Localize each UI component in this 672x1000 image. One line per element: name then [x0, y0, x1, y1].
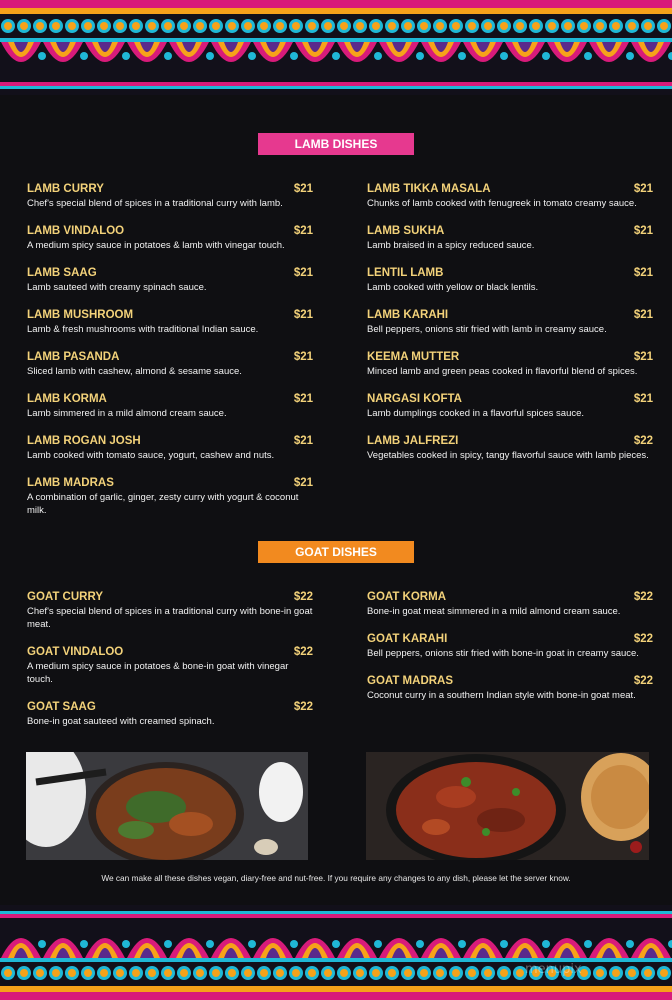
border-pattern-icon: [0, 905, 672, 1000]
menu-item: [27, 476, 313, 517]
menu-item-header: [367, 266, 653, 280]
dish-description: Bell peppers, onions stir fried with lamb in creamy sauce.: [367, 324, 607, 335]
dish-name: LAMB PASANDA: [27, 351, 120, 363]
menu-item: [27, 350, 313, 378]
dish-description: Lamb sauteed with creamy spinach sauce.: [27, 282, 207, 293]
dish-name: LENTIL LAMB: [367, 267, 444, 279]
menu-item-header: [27, 182, 313, 196]
menu-item-header: [367, 590, 653, 604]
dish-price: $21: [633, 183, 653, 195]
dish-name: GOAT SAAG: [27, 701, 96, 713]
dish-name: KEEMA MUTTER: [367, 351, 460, 363]
goat-right-column: [367, 590, 653, 716]
menu-item-header: [27, 308, 313, 322]
dish-description: Lamb & fresh mushrooms with traditional Indian sauce.: [27, 324, 259, 335]
menu-item-header: [367, 632, 653, 646]
dish-price: $22: [293, 591, 313, 603]
dish-price: $21: [293, 477, 313, 489]
dish-price: $21: [633, 225, 653, 237]
dish-name: GOAT KARAHI: [367, 633, 448, 645]
menu-item-header: [367, 674, 653, 688]
dish-name: LAMB CURRY: [27, 183, 104, 195]
menu-item: [367, 434, 653, 462]
menu-item: [367, 224, 653, 252]
menu-item: [27, 645, 313, 686]
dish-name: LAMB TIKKA MASALA: [367, 183, 491, 195]
dish-name: LAMB KORMA: [27, 393, 107, 405]
dish-name: GOAT MADRAS: [367, 675, 454, 687]
menu-item: [367, 308, 653, 336]
dish-description: Lamb braised in a spicy reduced sauce.: [367, 240, 535, 251]
menu-item-header: [27, 590, 313, 604]
dish-price: $21: [293, 309, 313, 321]
dish-description: Bone-in goat sauteed with creamed spinach.: [27, 716, 215, 727]
dish-description: Chef's special blend of spices in a traditional curry with lamb.: [27, 198, 283, 209]
menu-item-header: [367, 350, 653, 364]
top-decorative-border: [0, 0, 672, 95]
menu-item-header: [367, 308, 653, 322]
dish-name: NARGASI KOFTA: [367, 393, 462, 405]
dish-price: $21: [633, 393, 653, 405]
dish-name: GOAT CURRY: [27, 591, 104, 603]
menu-item: [367, 392, 653, 420]
dish-price: $21: [293, 225, 313, 237]
dish-description: Lamb cooked with yellow or black lentils.: [367, 282, 539, 293]
menu-item-header: [367, 224, 653, 238]
menu-item: [27, 434, 313, 462]
dish-price: $22: [633, 633, 653, 645]
dish-price: $21: [633, 351, 653, 363]
menu-item-header: [27, 350, 313, 364]
dish-name: LAMB SAAG: [27, 267, 97, 279]
menu-item: [367, 350, 653, 378]
dish-description: Bell peppers, onions stir fried with bone-in goat in creamy sauce.: [367, 648, 639, 659]
menupix-watermark: menupix: [525, 962, 582, 977]
menu-item: [27, 392, 313, 420]
dish-price: $21: [633, 267, 653, 279]
lamb-right-column: [367, 182, 653, 476]
dish-name: GOAT KORMA: [367, 591, 447, 603]
menu-item-header: [367, 434, 653, 448]
dish-name: LAMB KARAHI: [367, 309, 449, 321]
menu-item: [27, 266, 313, 294]
menu-item: [367, 182, 653, 210]
menu-item-header: [27, 645, 313, 659]
dish-description: A combination of garlic, ginger, zesty curry with yogurt & coconut milk.: [27, 492, 299, 516]
dish-description: Chef's special blend of spices in a traditional curry with bone-in goat meat.: [27, 606, 313, 630]
goat-left-column: [27, 590, 313, 742]
menu-item: [27, 308, 313, 336]
menu-item: [367, 266, 653, 294]
dish-description: Sliced lamb with cashew, almond & sesame sauce.: [27, 366, 242, 377]
lamb-section-title: LAMB DISHES: [258, 133, 414, 155]
dish-price: $21: [293, 435, 313, 447]
dish-price: $22: [633, 435, 653, 447]
border-pattern-icon: [0, 0, 672, 95]
dish-price: $22: [293, 646, 313, 658]
dish-price: $22: [293, 701, 313, 713]
dish-name: LAMB MADRAS: [27, 477, 114, 489]
menu-item-header: [27, 700, 313, 714]
menu-item: [27, 224, 313, 252]
dish-name: LAMB VINDALOO: [27, 225, 125, 237]
dish-price: $22: [633, 675, 653, 687]
menu-item: [27, 590, 313, 631]
menu-item-header: [367, 182, 653, 196]
dish-description: A medium spicy sauce in potatoes & bone-in goat with vinegar touch.: [27, 661, 289, 685]
dish-description: Lamb dumplings cooked in a flavorful spices sauce.: [367, 408, 585, 419]
dish-name: GOAT VINDALOO: [27, 646, 124, 658]
lamb-left-column: [27, 182, 313, 531]
dish-description: Vegetables cooked in spicy, tangy flavorful sauce with lamb pieces.: [367, 450, 649, 461]
dish-price: $22: [633, 591, 653, 603]
dish-description: Coconut curry in a southern Indian style with bone-in goat meat.: [367, 690, 636, 701]
menu-item: [367, 632, 653, 660]
dish-price: $21: [293, 351, 313, 363]
dish-name: LAMB MUSHROOM: [27, 309, 134, 321]
dish-description: Chunks of lamb cooked with fenugreek in tomato creamy sauce.: [367, 198, 637, 209]
dietary-note: We can make all these dishes vegan, diary-free and nut-free. If you require any changes to any dish, please let the server know.: [101, 873, 571, 883]
dish-price: $21: [293, 267, 313, 279]
dish-price: $21: [293, 183, 313, 195]
dish-name: LAMB JALFREZI: [367, 435, 459, 447]
dish-description: Minced lamb and green peas cooked in flavorful blend of spices.: [367, 366, 638, 377]
menu-item: [27, 182, 313, 210]
dish-price: $21: [293, 393, 313, 405]
dish-name: LAMB SUKHA: [367, 225, 445, 237]
menu-item-header: [367, 392, 653, 406]
dish-description: Lamb cooked with tomato sauce, yogurt, cashew and nuts.: [27, 450, 275, 461]
goat-curry-photo: [366, 752, 649, 860]
menu-item-header: [27, 434, 313, 448]
menu-item-header: [27, 476, 313, 490]
menu-item-header: [27, 266, 313, 280]
dish-description: Lamb simmered in a mild almond cream sauce.: [27, 408, 227, 419]
menu-item: [367, 590, 653, 618]
dish-description: A medium spicy sauce in potatoes & lamb with vinegar touch.: [27, 240, 285, 251]
menu-item-header: [27, 224, 313, 238]
goat-section-title: GOAT DISHES: [258, 541, 414, 563]
menu-item: [27, 700, 313, 728]
dish-price: $21: [633, 309, 653, 321]
dish-description: Bone-in goat meat simmered in a mild almond cream sauce.: [367, 606, 621, 617]
goat-saag-photo: [26, 752, 308, 860]
bottom-decorative-border: [0, 905, 672, 1000]
menu-item: [367, 674, 653, 702]
menu-item-header: [27, 392, 313, 406]
dish-name: LAMB ROGAN JOSH: [27, 435, 141, 447]
